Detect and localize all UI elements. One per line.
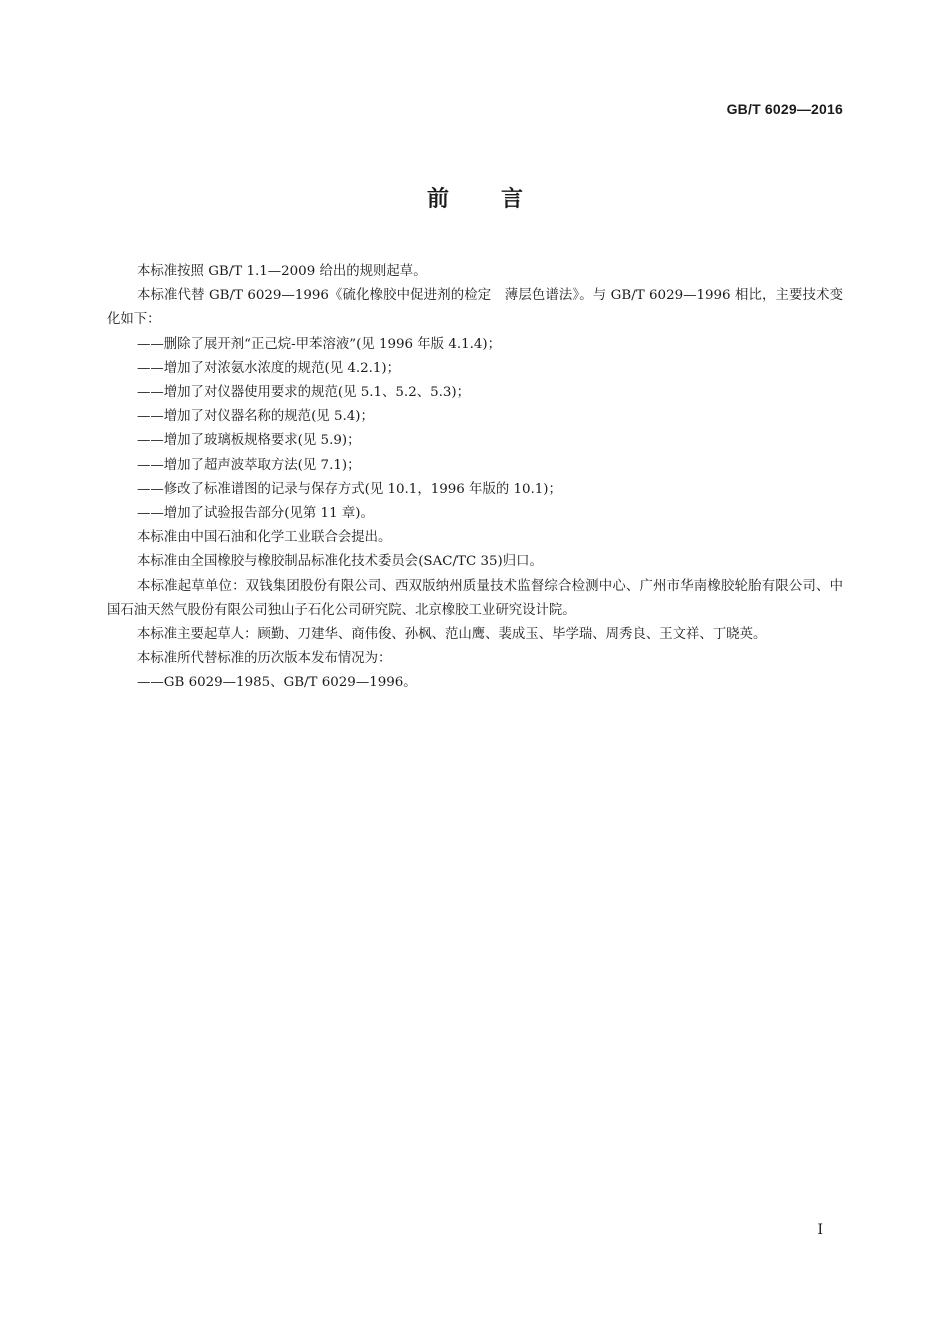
paragraph-committee: 本标准由全国橡胶与橡胶制品标准化技术委员会(SAC/TC 35)归口。 <box>137 554 543 570</box>
paragraph-replacement: 本标准代替 GB/T 6029—1996《硫化橡胶中促进剂的检定 薄层色谱法》。与 GB/T 6029—1996 相比，主要技术变化如下： <box>107 288 843 328</box>
change-item: ——增加了对仪器使用要求的规范(见 5.1、5.2、5.3)； <box>137 385 471 401</box>
paragraph-history-intro: 本标准所代替标准的历次版本发布情况为： <box>137 651 392 667</box>
paragraph-drafting-units: 本标准起草单位：双钱集团股份有限公司、西双版纳州质量技术监督综合检测中心、广州市华南橡胶轮胎有限公司、中国石油天然气股份有限公司独山子石化公司研究院、北京橡胶工业研究设计院。 <box>107 578 843 618</box>
page-title: 前言 <box>426 187 575 212</box>
change-item: ——增加了对仪器名称的规范(见 5.4)； <box>137 409 374 425</box>
change-item: ——修改了标准谱图的记录与保存方式(见 10.1，1996 年版的 10.1)； <box>137 481 562 497</box>
history-item: ——GB 6029—1985、GB/T 6029—1996。 <box>137 675 417 691</box>
change-item: ——增加了玻璃板规格要求(见 5.9)； <box>137 433 361 449</box>
document-body <box>107 260 843 696</box>
change-item: ——删除了展开剂“正己烷-甲苯溶液”(见 1996 年版 4.1.4)； <box>137 336 502 352</box>
change-item: ——增加了试验报告部分(见第 11 章)。 <box>137 506 374 522</box>
paragraph-proposer: 本标准由中国石油和化学工业联合会提出。 <box>137 530 392 546</box>
change-item: ——增加了对浓氨水浓度的规范(见 4.2.1)； <box>137 360 401 376</box>
paragraph-drafters: 本标准主要起草人：顾勤、刀建华、商伟俊、孙枫、范山鹰、裴成玉、毕学瑞、周秀良、王文祥、丁晓英。 <box>137 627 767 643</box>
page-number: I <box>817 1222 823 1238</box>
standard-code: GB/T 6029—2016 <box>726 101 843 117</box>
change-item: ——增加了超声波萃取方法(见 7.1)； <box>137 457 361 473</box>
paragraph-drafting-rules: 本标准按照 GB/T 1.1—2009 给出的规则起草。 <box>137 264 427 279</box>
